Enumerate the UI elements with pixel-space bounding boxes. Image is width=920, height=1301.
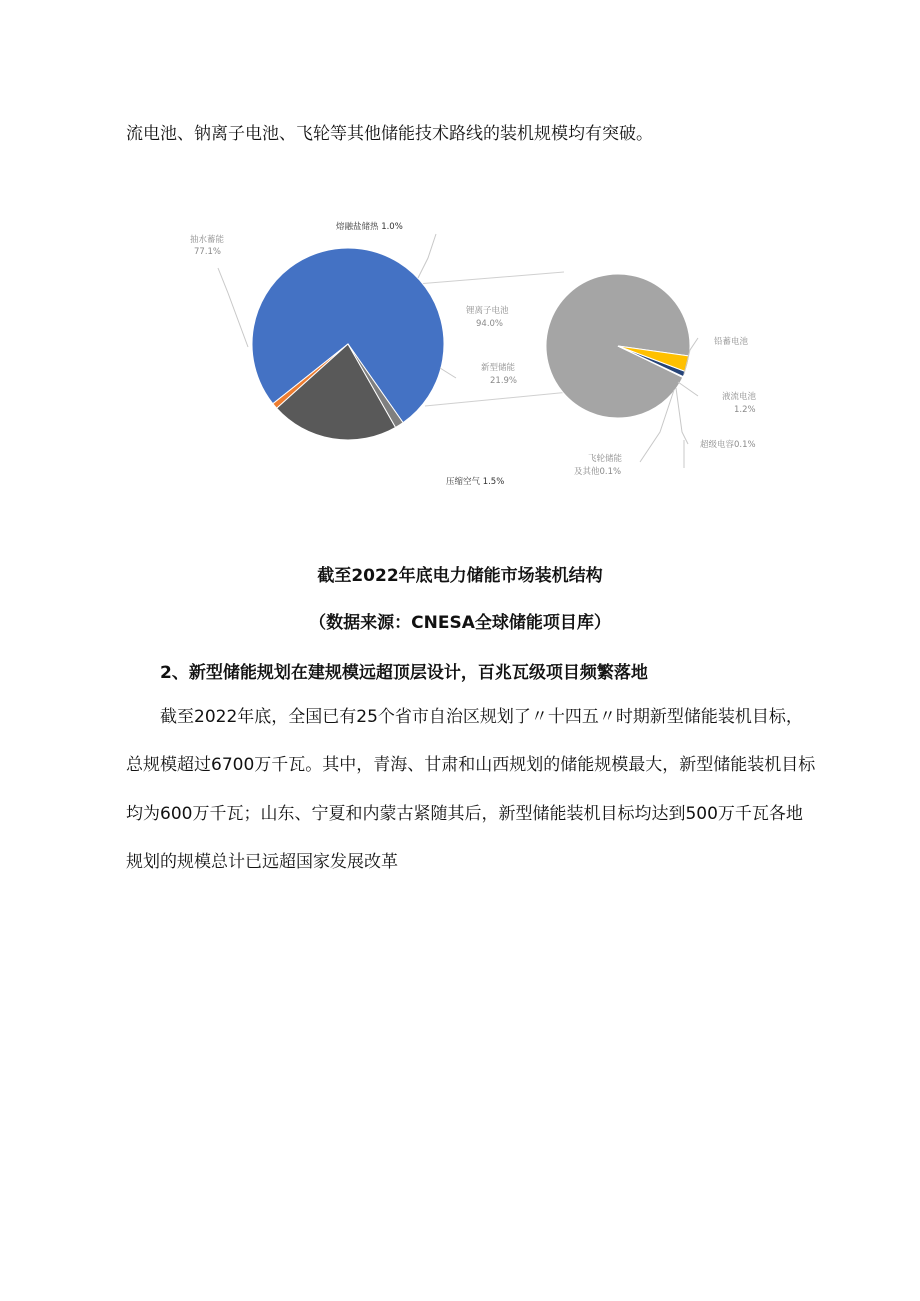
label-pumped-name: 抽水蓄能 bbox=[190, 235, 225, 245]
body-line: 截至2022年底，全国已有25个省市自治区规划了〃十四五〃时期新型储能装机目标， bbox=[160, 707, 803, 727]
label-lead: 铅蓄电池 bbox=[714, 337, 749, 347]
label-li-pct: 94.0% bbox=[476, 319, 504, 329]
leader-supercap bbox=[676, 388, 688, 444]
leader-flow bbox=[678, 382, 698, 396]
label-molten: 熔融盐储热 1.0% bbox=[336, 222, 403, 232]
chart-caption-source: （数据来源：CNESA全球储能项目库） bbox=[309, 613, 611, 633]
label-compressed: 压缩空气 1.5% bbox=[446, 477, 505, 487]
chart-caption-title: 截至2022年底电力储能市场装机结构 bbox=[317, 566, 603, 586]
label-flow-pct: 1.2% bbox=[734, 405, 756, 415]
label-flow-name: 液流电池 bbox=[722, 392, 757, 402]
label-li-name: 锂离子电池 bbox=[466, 306, 509, 316]
section-heading: 2、新型储能规划在建规模远超顶层设计，百兆瓦级项目频繁落地 bbox=[160, 663, 648, 683]
body-line: 均为600万千瓦；山东、宁夏和内蒙古紧随其后，新型储能装机目标均达到500万千瓦各地 bbox=[126, 804, 803, 824]
body-line: 规划的规模总计已远超国家发展改革 bbox=[126, 852, 398, 872]
label-supercap: 超级电容0.1% bbox=[700, 440, 756, 450]
leader-new bbox=[440, 368, 456, 378]
leader-molten bbox=[418, 234, 436, 278]
sub-pie bbox=[546, 274, 690, 418]
label-new-pct: 21.9% bbox=[490, 376, 518, 386]
intro-paragraph: 流电池、钠离子电池、飞轮等其他储能技术路线的装机规模均有突破。 bbox=[126, 124, 653, 144]
main-pie bbox=[252, 248, 444, 440]
leader-pumped bbox=[218, 268, 248, 347]
connector-top bbox=[417, 272, 564, 284]
label-flywheel-2: 及其他0.1% bbox=[574, 467, 622, 477]
storage-pie-chart bbox=[170, 200, 790, 500]
label-pumped-pct: 77.1% bbox=[194, 247, 222, 257]
body-line: 总规模超过6700万千瓦。其中，青海、甘肃和山西规划的储能规模最大，新型储能装机目标 bbox=[126, 755, 816, 775]
label-flywheel-1: 飞轮储能 bbox=[588, 454, 623, 464]
label-new-name: 新型储能 bbox=[481, 363, 516, 373]
